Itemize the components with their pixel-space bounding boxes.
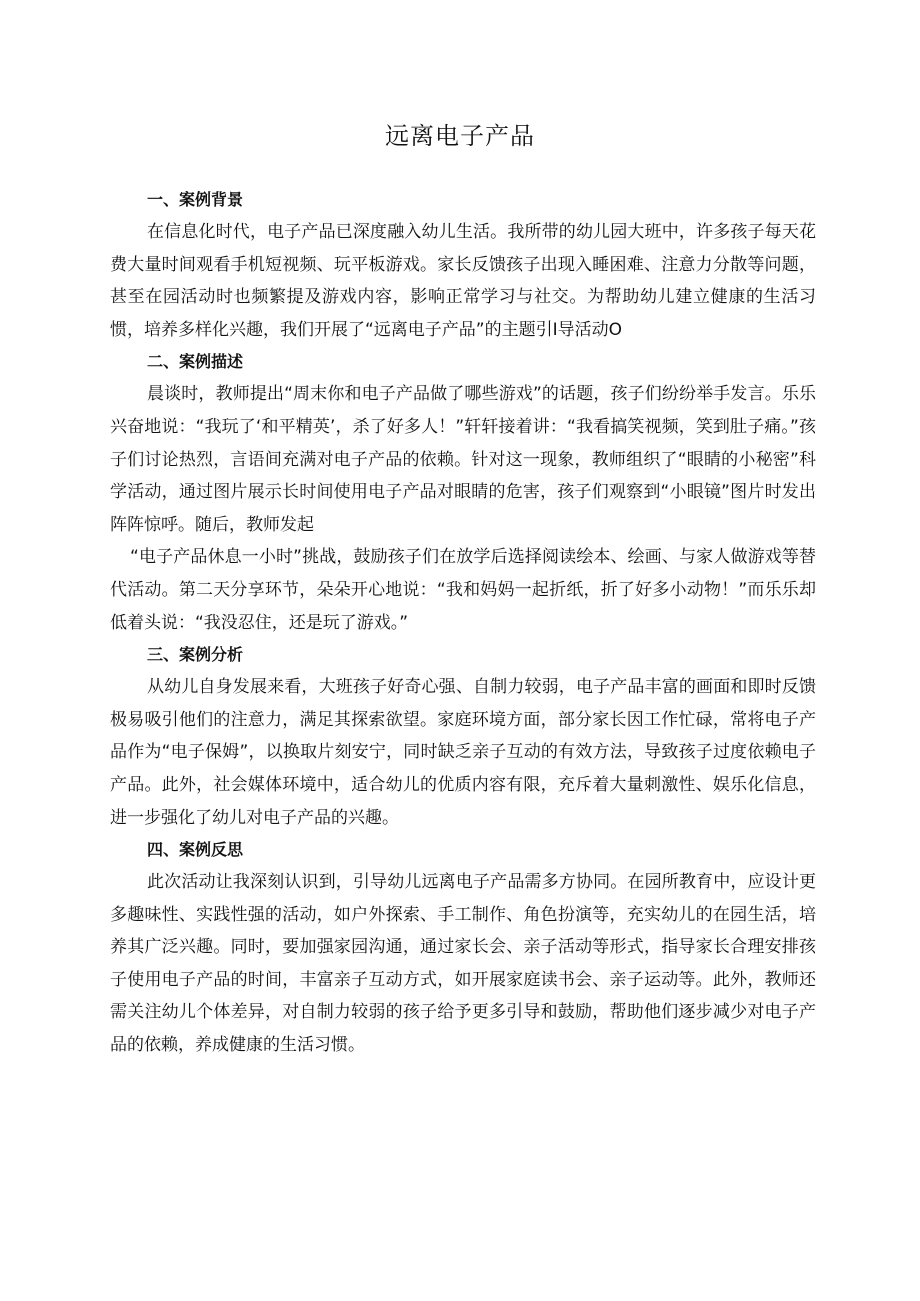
section-description	[110, 346, 816, 639]
section-analysis	[110, 639, 816, 834]
paragraph: “电子产品休息一小时”挑战，鼓励孩子们在放学后选择阅读绘本、绘画、与家人做游戏等替代活动。第二天分享环节，朵朵开心地说：“我和妈妈一起折纸，折了好多小动物！”而乐乐却低着头说：“我没忍住，还是玩了游戏。”	[110, 547, 816, 633]
document-body	[110, 184, 816, 1062]
paragraph: 在信息化时代，电子产品已深度融入幼儿生活。我所带的幼儿园大班中，许多孩子每天花费大量时间观看手机短视频、玩平板游戏。家长反馈孩子出现入睡困难、注意力分散等问题，甚至在园活动时也频繁提及游戏内容，影响正常学习与社交。为帮助幼儿建立健康的生活习惯，培养多样化兴趣，我们开展了“远离电子产品”的主题引I导活动O	[110, 222, 816, 340]
section-heading: 四、案例反思	[147, 840, 244, 860]
paragraph: 晨谈时，教师提出“周末你和电子产品做了哪些游戏”的话题，孩子们纷纷举手发言。乐乐兴奋地说：“我玩了‘和平精英’，杀了好多人！”轩轩接着讲：“我看搞笑视频，笑到肚子痛。”孩子们讨论热烈，言语间充满对电子产品的依赖。针对这一现象，教师组织了“眼睛的小秘密”科学活动，通过图片展示长时间使用电子产品对眼睛的危害，孩子们观察到“小眼镜”图片时发出阵阵惊呼。随后，教师发起	[110, 384, 816, 535]
section-heading: 三、案例分析	[147, 645, 244, 665]
section-heading: 二、案例描述	[147, 352, 244, 372]
section-heading: 一、案例背景	[147, 190, 244, 209]
paragraph: 从幼儿自身发展来看，大班孩子好奇心强、自制力较弱，电子产品丰富的画面和即时反馈极易吸引他们的注意力，满足其探索欲望。家庭环境方面，部分家长因工作忙碌，常将电子产品作为“电子保姆”，以换取片刻安宁，同时缺乏亲子互动的有效方法，导致孩子过度依赖电子产品。此外，社会媒体环境中，适合幼儿的优质内容有限，充斥着大量刺激性、娱乐化信息，进一步强化了幼儿对电子产品的兴趣。	[110, 677, 816, 828]
section-background	[110, 184, 816, 346]
section-reflection	[110, 834, 816, 1062]
document-title: 远离电子产品	[385, 122, 535, 150]
paragraph: 此次活动让我深刻认识到，引导幼儿远离电子产品需多方协同。在园所教育中，应设计更多趣味性、实践性强的活动，如户外探索、手工制作、角色扮演等，充实幼儿的在园生活，培养其广泛兴趣。同时，要加强家园沟通，通过家长会、亲子活动等形式，指导家长合理安排孩子使用电子产品的时间，丰富亲子互动方式，如开展家庭读书会、亲子运动等。此外，教师还需关注幼儿个体差异，对自制力较弱的孩子给予更多引导和鼓励，帮助他们逐步减少对电子产品的依赖，养成健康的生活习惯。	[110, 872, 816, 1056]
